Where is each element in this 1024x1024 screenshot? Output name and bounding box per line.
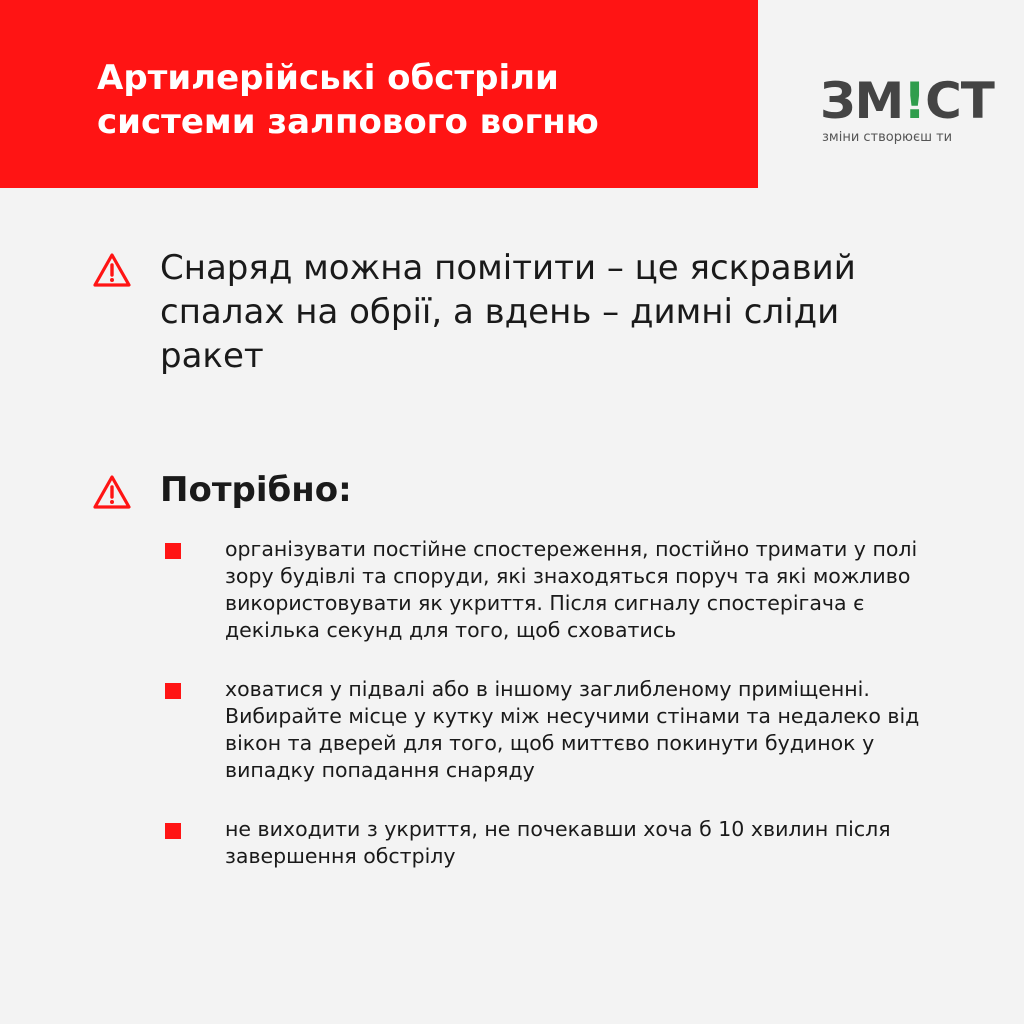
warning-icon bbox=[92, 474, 132, 510]
page-title-line-1: Артилерійські обстріли bbox=[97, 58, 559, 98]
logo-wordmark bbox=[820, 72, 994, 130]
bullet-marker bbox=[165, 683, 181, 699]
page-title-line-2: системи залпового вогню bbox=[97, 102, 599, 142]
list-item: ховатися у підвалі або в іншому заглибленому приміщенні. Вибирайте місце у кутку між несучими стінами та недалеко від вікон та дверей для того, щоб миттєво покинути будинок у випадку попадання снаряду bbox=[225, 677, 920, 782]
section-title: Потрібно: bbox=[160, 470, 352, 510]
logo-word-part-1: ЗМ bbox=[820, 72, 904, 130]
warning-icon bbox=[92, 252, 132, 288]
zmist-logo bbox=[820, 72, 994, 152]
bullet-marker bbox=[165, 823, 181, 839]
list-item: не виходити з укриття, не почекавши хоча б 10 хвилин після завершення обстрілу bbox=[225, 817, 891, 868]
bullet-marker bbox=[165, 543, 181, 559]
logo-word-part-3: СТ bbox=[925, 72, 994, 130]
logo-tagline: зміни створюєш ти bbox=[822, 130, 953, 145]
lead-text: Снаряд можна помітити – це яскравий спалах на обрії, а вдень – димні сліди ракет bbox=[160, 248, 856, 376]
logo-word-part-2: ! bbox=[903, 72, 926, 130]
list-item: організувати постійне спостереження, постійно тримати у полі зору будівлі та споруди, які знаходяться поруч та які можливо використовувати як укриття. Після сигналу спостерігача є декілька секунд для того, щоб сховатись bbox=[225, 537, 918, 642]
page-title bbox=[97, 56, 737, 144]
